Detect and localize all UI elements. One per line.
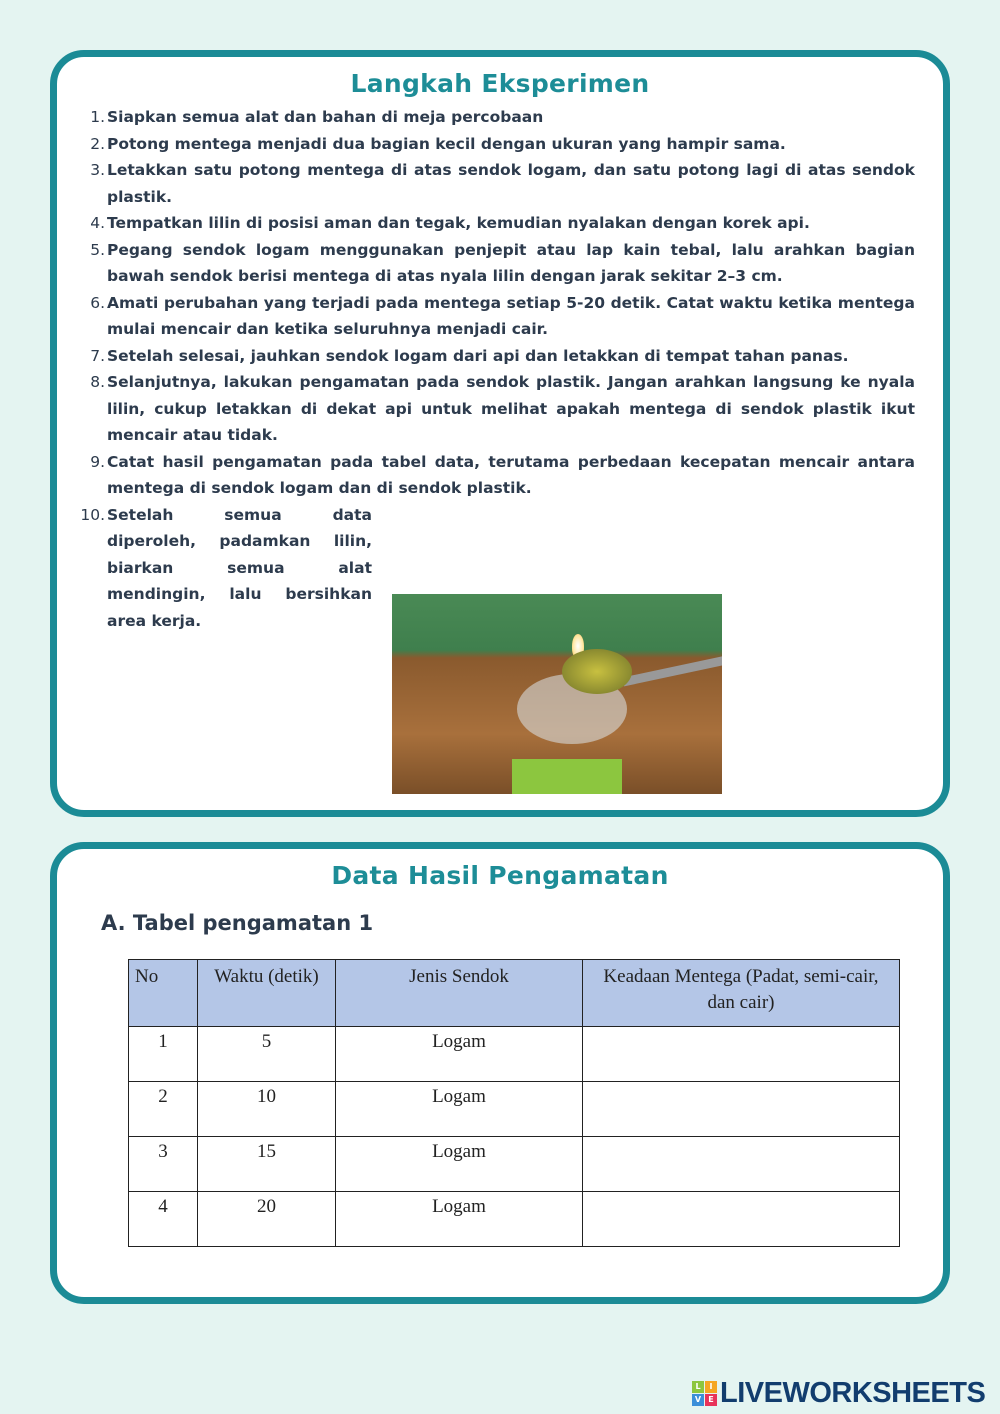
table-row: 1 5 Logam: [129, 1027, 900, 1082]
step-item: 2. Potong mentega menjadi dua bagian kecil dengan ukuran yang hampir sama.: [90, 134, 786, 153]
table-subtitle: A. Tabel pengamatan 1: [101, 911, 374, 935]
logo-text: LIVEWORKSHEETS: [720, 1377, 986, 1409]
spoon-handle: [622, 655, 722, 687]
liveworksheets-logo: [692, 1377, 985, 1410]
observation-data-card: [50, 842, 950, 1304]
step-item: 6. Amati perubahan yang terjadi pada mentega setiap 5-20 detik. Catat waktu ketika mentega mulai mencair dan ketika seluruhnya menjadi cair.: [90, 293, 915, 338]
observation-table: [128, 959, 900, 1247]
step-item: 4. Tempatkan lilin di posisi aman dan tegak, kemudian nyalakan dengan korek api.: [90, 214, 810, 232]
step-item: 3. Letakkan satu potong mentega di atas sendok logam, dan satu potong lagi di atas sendok plastik.: [90, 161, 915, 206]
state-input-cell[interactable]: [583, 1027, 900, 1082]
table-row: 3 15 Logam: [129, 1137, 900, 1192]
spoon-with-butter: [562, 649, 632, 694]
state-input-cell[interactable]: [583, 1137, 900, 1192]
step-item: 8. Selanjutnya, lakukan pengamatan pada sendok plastik. Jangan arahkan langsung ke nyala lilin, cukup letakkan di dekat api untuk melihat apakah mentega di sendok plastik ikut mencair atau tidak.: [90, 373, 915, 444]
steps-title: Langkah Eksperimen: [350, 69, 650, 98]
step-item: 5. Pegang sendok logam menggunakan penjepit atau lap kain tebal, lalu arahkan bagian bawah sendok berisi mentega di atas nyala lilin dengan jarak sekitar 2–3 cm.: [90, 240, 915, 285]
experiment-photo: [392, 594, 722, 794]
experiment-steps-card: [50, 50, 950, 817]
logo-blocks-icon: L I V E: [692, 1381, 717, 1406]
step-item: 9. Catat hasil pengamatan pada tabel data, terutama perbedaan kecepatan mencair antara mentega di sendok logam dan di sendok plastik.: [90, 452, 915, 497]
sponge: [512, 759, 622, 794]
table-header-row: No Waktu (detik) Jenis Sendok Keadaan Mentega (Padat, semi-cair, dan cair): [129, 960, 900, 1027]
state-input-cell[interactable]: [583, 1192, 900, 1247]
steps-list: [57, 104, 943, 634]
data-title: Data Hasil Pengamatan: [331, 861, 669, 890]
step-item: 1. Siapkan semua alat dan bahan di meja percobaan: [90, 108, 544, 126]
state-input-cell[interactable]: [583, 1082, 900, 1137]
table-row: 2 10 Logam: [129, 1082, 900, 1137]
step-item: 7. Setelah selesai, jauhkan sendok logam dari api dan letakkan di tempat tahan panas.: [90, 346, 849, 365]
step-item: 10. Setelah semua data diperoleh, padamkan lilin, biarkan semua alat mendingin, lalu bersihkan area kerja.: [80, 505, 372, 630]
table-row: 4 20 Logam: [129, 1192, 900, 1247]
